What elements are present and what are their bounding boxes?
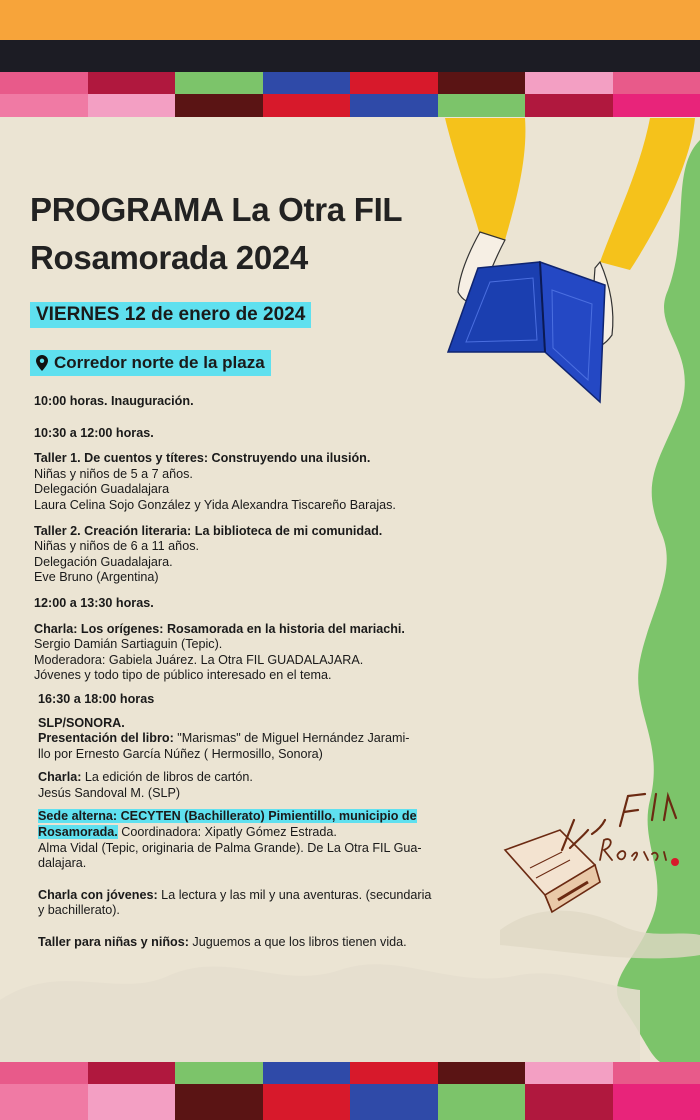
bottom-color-stripes [0,1062,700,1120]
slot1-time: 10:30 a 12:00 horas. [34,425,154,440]
taller-ninos-text: Juguemos a que los libros tienen vida. [188,935,407,950]
sede-coordinator: Coordinadora: Xipatly Gómez Estrada. [117,825,337,840]
taller2-delegation: Delegación Guadalajara. [34,554,173,569]
green-vine-shape [617,140,700,1062]
title-line-2: Rosamorada 2024 [30,239,308,276]
charla1-audience: Jóvenes y todo tipo de público interesado en el tema. [34,668,332,683]
stripe-cell [0,1062,88,1084]
taller2-title: Taller 2. Creación literaria: La biblioteca de mi comunidad. [34,523,383,538]
stripe-cell [438,1084,526,1120]
sede-line1 [34,809,494,825]
presentacion-line1 [34,731,494,747]
charla1-moderator: Moderadora: Gabiela Juárez. La Otra FIL GUADALAJARA. [34,652,364,667]
presentacion-text-1: "Marismas" de Miguel Hernández Jarami- [173,731,410,746]
stripe-cell [525,1084,613,1120]
title-line-1: PROGRAMA La Otra FIL [30,191,403,228]
stripe-cell [88,1062,176,1084]
charla-jovenes-line2: y bachillerato). [38,903,120,918]
program-schedule [34,394,494,951]
charla2-line [34,770,494,786]
charla-jovenes-line1 [34,888,494,904]
charla-jovenes-text-1: La lectura y las mil y una aventuras. (secundaria [157,887,432,902]
slot3-time: 16:30 a 18:00 horas [38,691,155,706]
stripe-cell [613,1062,700,1084]
charla2-label: Charla: [38,770,82,785]
stripe-cell [350,1062,438,1084]
date-label: VIERNES 12 de enero de 2024 [30,302,311,328]
taller1-audience: Niñas y niños de 5 a 7 años. [34,466,193,481]
stripe-cell [0,1084,88,1120]
stripe-cell [350,1084,438,1120]
taller2-people: Eve Bruno (Argentina) [34,570,159,585]
taller-ninos-label: Taller para niñas y niños: [38,935,189,950]
taller1-delegation: Delegación Guadalajara [34,482,170,497]
la-otra-fil-logo [500,790,695,920]
inauguration-text: 10:00 horas. Inauguración. [34,394,194,408]
stripe-cell [613,1084,700,1120]
sede-highlight-2: Rosamorada. [38,825,118,840]
presentacion-line2: llo por Ernesto García Núñez ( Hermosillo, Sonora) [38,746,323,761]
charla-jovenes-label: Charla con jóvenes: [38,887,158,902]
sede-line4: dalajara. [38,856,87,871]
location-label [30,350,271,376]
location-pin-icon [36,355,48,371]
stripe-cell [88,1084,176,1120]
stripe-cell [175,1062,263,1084]
stripe-cell [438,1062,526,1084]
stripe-cell [263,1084,351,1120]
charla2-text: La edición de libros de cartón. [81,770,253,785]
slp-sonora-label: SLP/SONORA. [38,715,125,730]
charla1-title: Charla: Los orígenes: Rosamorada en la historia del mariachi. [34,621,405,636]
logo-text-la-otra-fil [562,794,676,850]
location-text: Corredor norte de la plaza [54,353,265,372]
left-sleeve-shape [445,118,525,240]
charla1-speaker: Sergio Damián Sartiaguin (Tepic). [34,637,223,652]
taller-ninos-line [34,935,494,951]
stripe-cell [263,1062,351,1084]
sede-highlight-1: Sede alterna: CECYTEN (Bachillerato) Pimientillo, municipio de [38,809,417,824]
stripe-cell [175,1084,263,1120]
slot2-time: 12:00 a 13:30 horas. [34,595,154,610]
cloud-shape [0,964,640,1062]
stripe-cell [525,1062,613,1084]
taller1-people: Laura Celina Sojo González y Yida Alexandra Tiscareño Barajas. [34,497,396,512]
page-title [30,186,402,282]
presentacion-label: Presentación del libro: [38,731,174,746]
sede-line2 [34,825,494,841]
sede-line3: Alma Vidal (Tepic, originaria de Palma Grande). De La Otra FIL Gua- [38,840,422,855]
charla2-speaker: Jesús Sandoval M. (SLP) [38,785,181,800]
taller1-title: Taller 1. De cuentos y títeres: Construyendo una ilusión. [34,451,371,466]
logo-text-rosamorada [600,839,666,860]
taller2-audience: Niñas y niños de 6 a 11 años. [34,539,199,554]
book-right-cover [540,262,605,402]
